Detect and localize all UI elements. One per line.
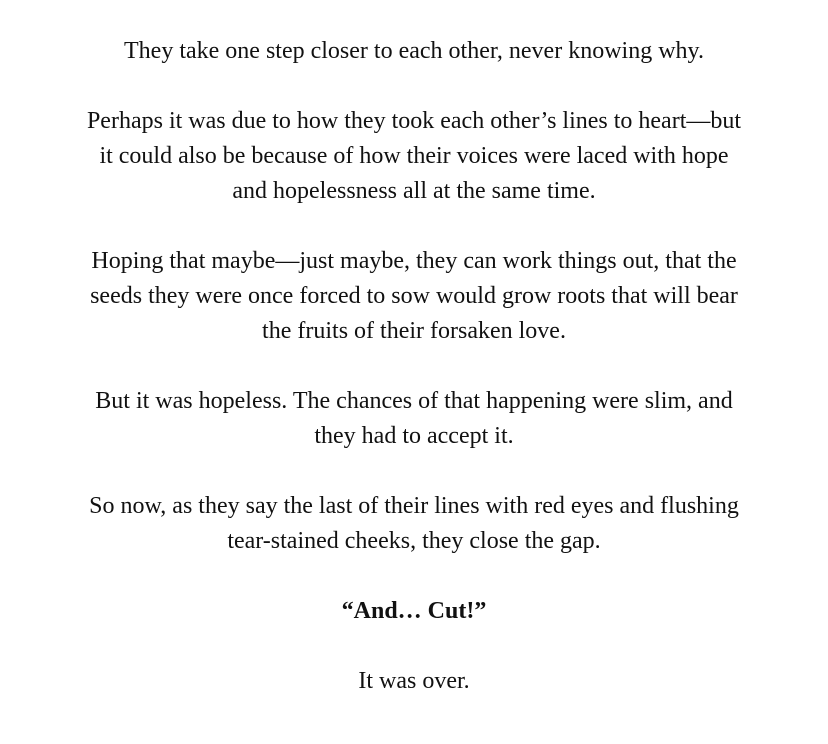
paragraph-and-cut bbox=[45, 594, 783, 629]
text-line: it could also be because of how their voices were laced with hope bbox=[99, 143, 729, 169]
text-line: So now, as they say the last of their lines with red eyes and flushing bbox=[89, 493, 739, 519]
text-line: Perhaps it was due to how they took each other’s lines to heart—but bbox=[86, 108, 742, 134]
paragraph-hoping bbox=[45, 244, 783, 349]
paragraph-lines-to-heart bbox=[45, 104, 783, 209]
text-line: They take one step closer to each other, never knowing why. bbox=[124, 38, 704, 64]
text-line: “And… Cut!” bbox=[341, 598, 487, 624]
text-line: But it was hopeless. The chances of that happening were slim, and bbox=[95, 388, 733, 414]
text-line: they had to accept it. bbox=[314, 423, 514, 449]
text-line: Hoping that maybe—just maybe, they can work things out, that the bbox=[91, 248, 737, 274]
text-line: seeds they were once forced to sow would grow roots that will bear bbox=[90, 283, 738, 309]
text-line: tear-stained cheeks, they close the gap. bbox=[227, 528, 601, 554]
text-line: the fruits of their forsaken love. bbox=[262, 318, 566, 344]
paragraph-it-was-over bbox=[45, 664, 783, 699]
paragraph-step-closer bbox=[45, 34, 783, 69]
text-line: and hopelessness all at the same time. bbox=[232, 178, 596, 204]
paragraph-hopeless bbox=[45, 384, 783, 454]
text-line: It was over. bbox=[358, 668, 470, 694]
paragraph-close-the-gap bbox=[45, 489, 783, 559]
